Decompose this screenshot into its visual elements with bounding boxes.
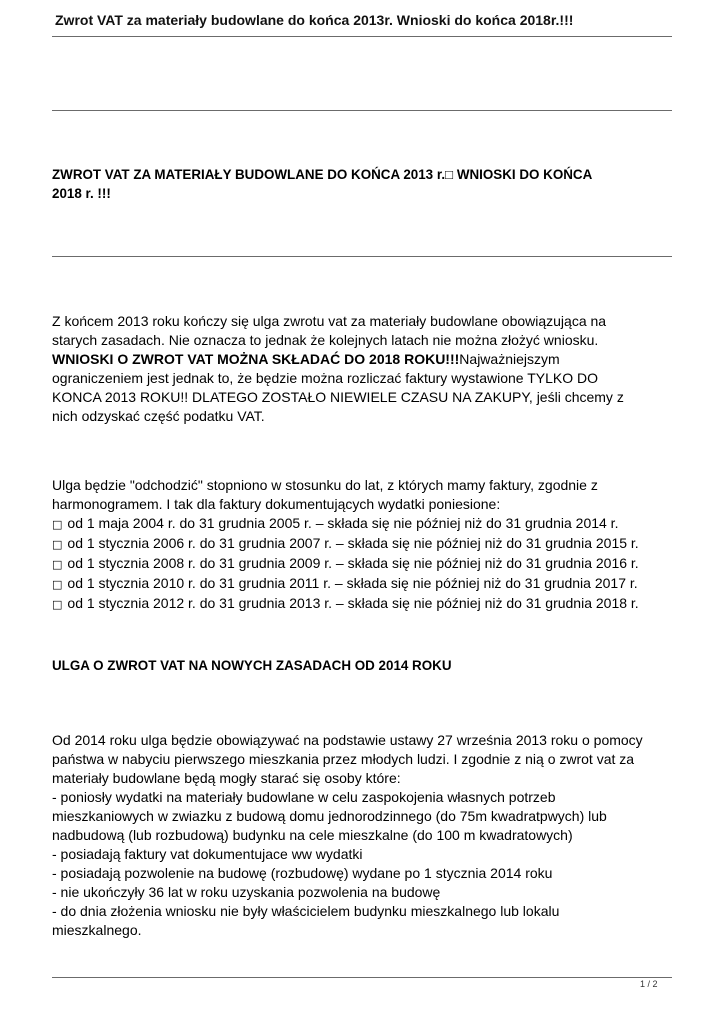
article-title-line: ZWROT VAT ZA MATERIAŁY BUDOWLANE DO KOŃCA 2013 r.□ WNIOSKI DO KOŃCA (52, 167, 593, 182)
text-line: nich odzyskać część podatku VAT. (52, 408, 265, 424)
list-item (52, 514, 682, 534)
bullet-icon: □ (52, 578, 63, 591)
list-item-text: od 1 stycznia 2012 r. do 31 grudnia 2013 r. – składa się nie później niż do 31 grudnia 2018 r. (67, 595, 639, 611)
article-title (52, 165, 672, 203)
text-line: mieszkaniowych w zwiazku z budową domu jednorodzinnego (do 75m kwadratpwych) lub (52, 808, 607, 824)
intro-paragraph (52, 312, 682, 426)
bullet-icon: □ (52, 538, 63, 551)
list-item (52, 594, 682, 614)
bullet-icon: □ (52, 558, 63, 571)
list-item-text: od 1 maja 2004 r. do 31 grudnia 2005 r. – składa się nie później niż do 31 grudnia 2014 r. (67, 515, 619, 531)
list-item (52, 534, 682, 554)
list-item (52, 574, 682, 594)
text-line: - do dnia złożenia wniosku nie były właścicielem budynku mieszkalnego lub lokalu (52, 903, 560, 919)
text-line: materiały budowlane będą mogły starać się osoby które: (52, 770, 401, 786)
list-item-text: od 1 stycznia 2008 r. do 31 grudnia 2009 r. – składa się nie później niż do 31 grudnia 2016 r. (67, 555, 639, 571)
section-heading: ULGA O ZWROT VAT NA NOWYCH ZASADACH OD 2014 ROKU (52, 658, 452, 673)
title-bottom-divider (52, 256, 672, 257)
text-line: nadbudową (lub rozbudową) budynku na cele mieszkalne (do 100 m kwadratowych) (52, 827, 573, 843)
text-line: państwa w nabyciu pierwszego mieszkania przez młodych ludzi. I zgodnie z nią o zwrot vat za (52, 751, 635, 767)
text-line: - posiadają faktury vat dokumentujace ww wydatki (52, 846, 363, 862)
text-line: Od 2014 roku ulga będzie obowiązywać na podstawie ustawy 27 września 2013 roku o pomocy (52, 732, 643, 748)
text-line: KONCA 2013 ROKU!! DLATEGO ZOSTAŁO NIEWIELE CZASU NA ZAKUPY, jeśli chcemy z (52, 389, 624, 405)
text-line: starych zasadach. Nie oznacza to jednak że kolejnych latach nie można złożyć wniosku. (52, 332, 599, 348)
footer-divider (52, 977, 672, 978)
text-line: harmonogramem. I tak dla faktury dokumentujących wydatki poniesione: (52, 496, 501, 512)
text-fragment: Najważniejszym (459, 351, 560, 367)
text-line: mieszkalnego. (52, 922, 142, 938)
text-line: - nie ukończyły 36 lat w roku uzyskania pozwolenia na budowę (52, 884, 441, 900)
text-line: - poniosły wydatki na materiały budowlane w celu zaspokojenia własnych potrzeb (52, 789, 556, 805)
page-number: 1 / 2 (640, 979, 658, 989)
text-line: - posiadają pozwolenie na budowę (rozbudowę) wydane po 1 stycznia 2014 roku (52, 865, 553, 881)
running-header-title: Zwrot VAT za materiały budowlane do końca 2013r. Wnioski do końca 2018r.!!! (55, 12, 574, 28)
bullet-icon: □ (52, 518, 63, 531)
list-item (52, 554, 682, 574)
deadline-emphasis: WNIOSKI O ZWROT VAT MOŻNA SKŁADAĆ DO 2018 ROKU!!! (52, 351, 460, 367)
header-divider (52, 36, 672, 37)
article-title-line: 2018 r. !!! (52, 186, 111, 201)
schedule-paragraph (52, 476, 682, 614)
list-item-text: od 1 stycznia 2010 r. do 31 grudnia 2011 r. – składa się nie później niż do 31 grudnia 2017 r. (67, 575, 638, 591)
list-item-text: od 1 stycznia 2006 r. do 31 grudnia 2007 r. – składa się nie później niż do 31 grudnia 2015 r. (67, 535, 639, 551)
text-line: Ulga będzie "odchodzić" stopniono w stosunku do lat, z których mamy faktury, zgodnie z (52, 477, 598, 493)
text-line: Z końcem 2013 roku kończy się ulga zwrotu vat za materiały budowlane obowiązująca na (52, 313, 607, 329)
text-line (52, 350, 682, 369)
bullet-icon: □ (52, 598, 63, 611)
new-rules-paragraph (52, 731, 682, 940)
title-top-divider (52, 110, 672, 111)
text-line: ograniczeniem jest jednak to, że będzie można rozliczać faktury wystawione TYLKO DO (52, 370, 598, 386)
